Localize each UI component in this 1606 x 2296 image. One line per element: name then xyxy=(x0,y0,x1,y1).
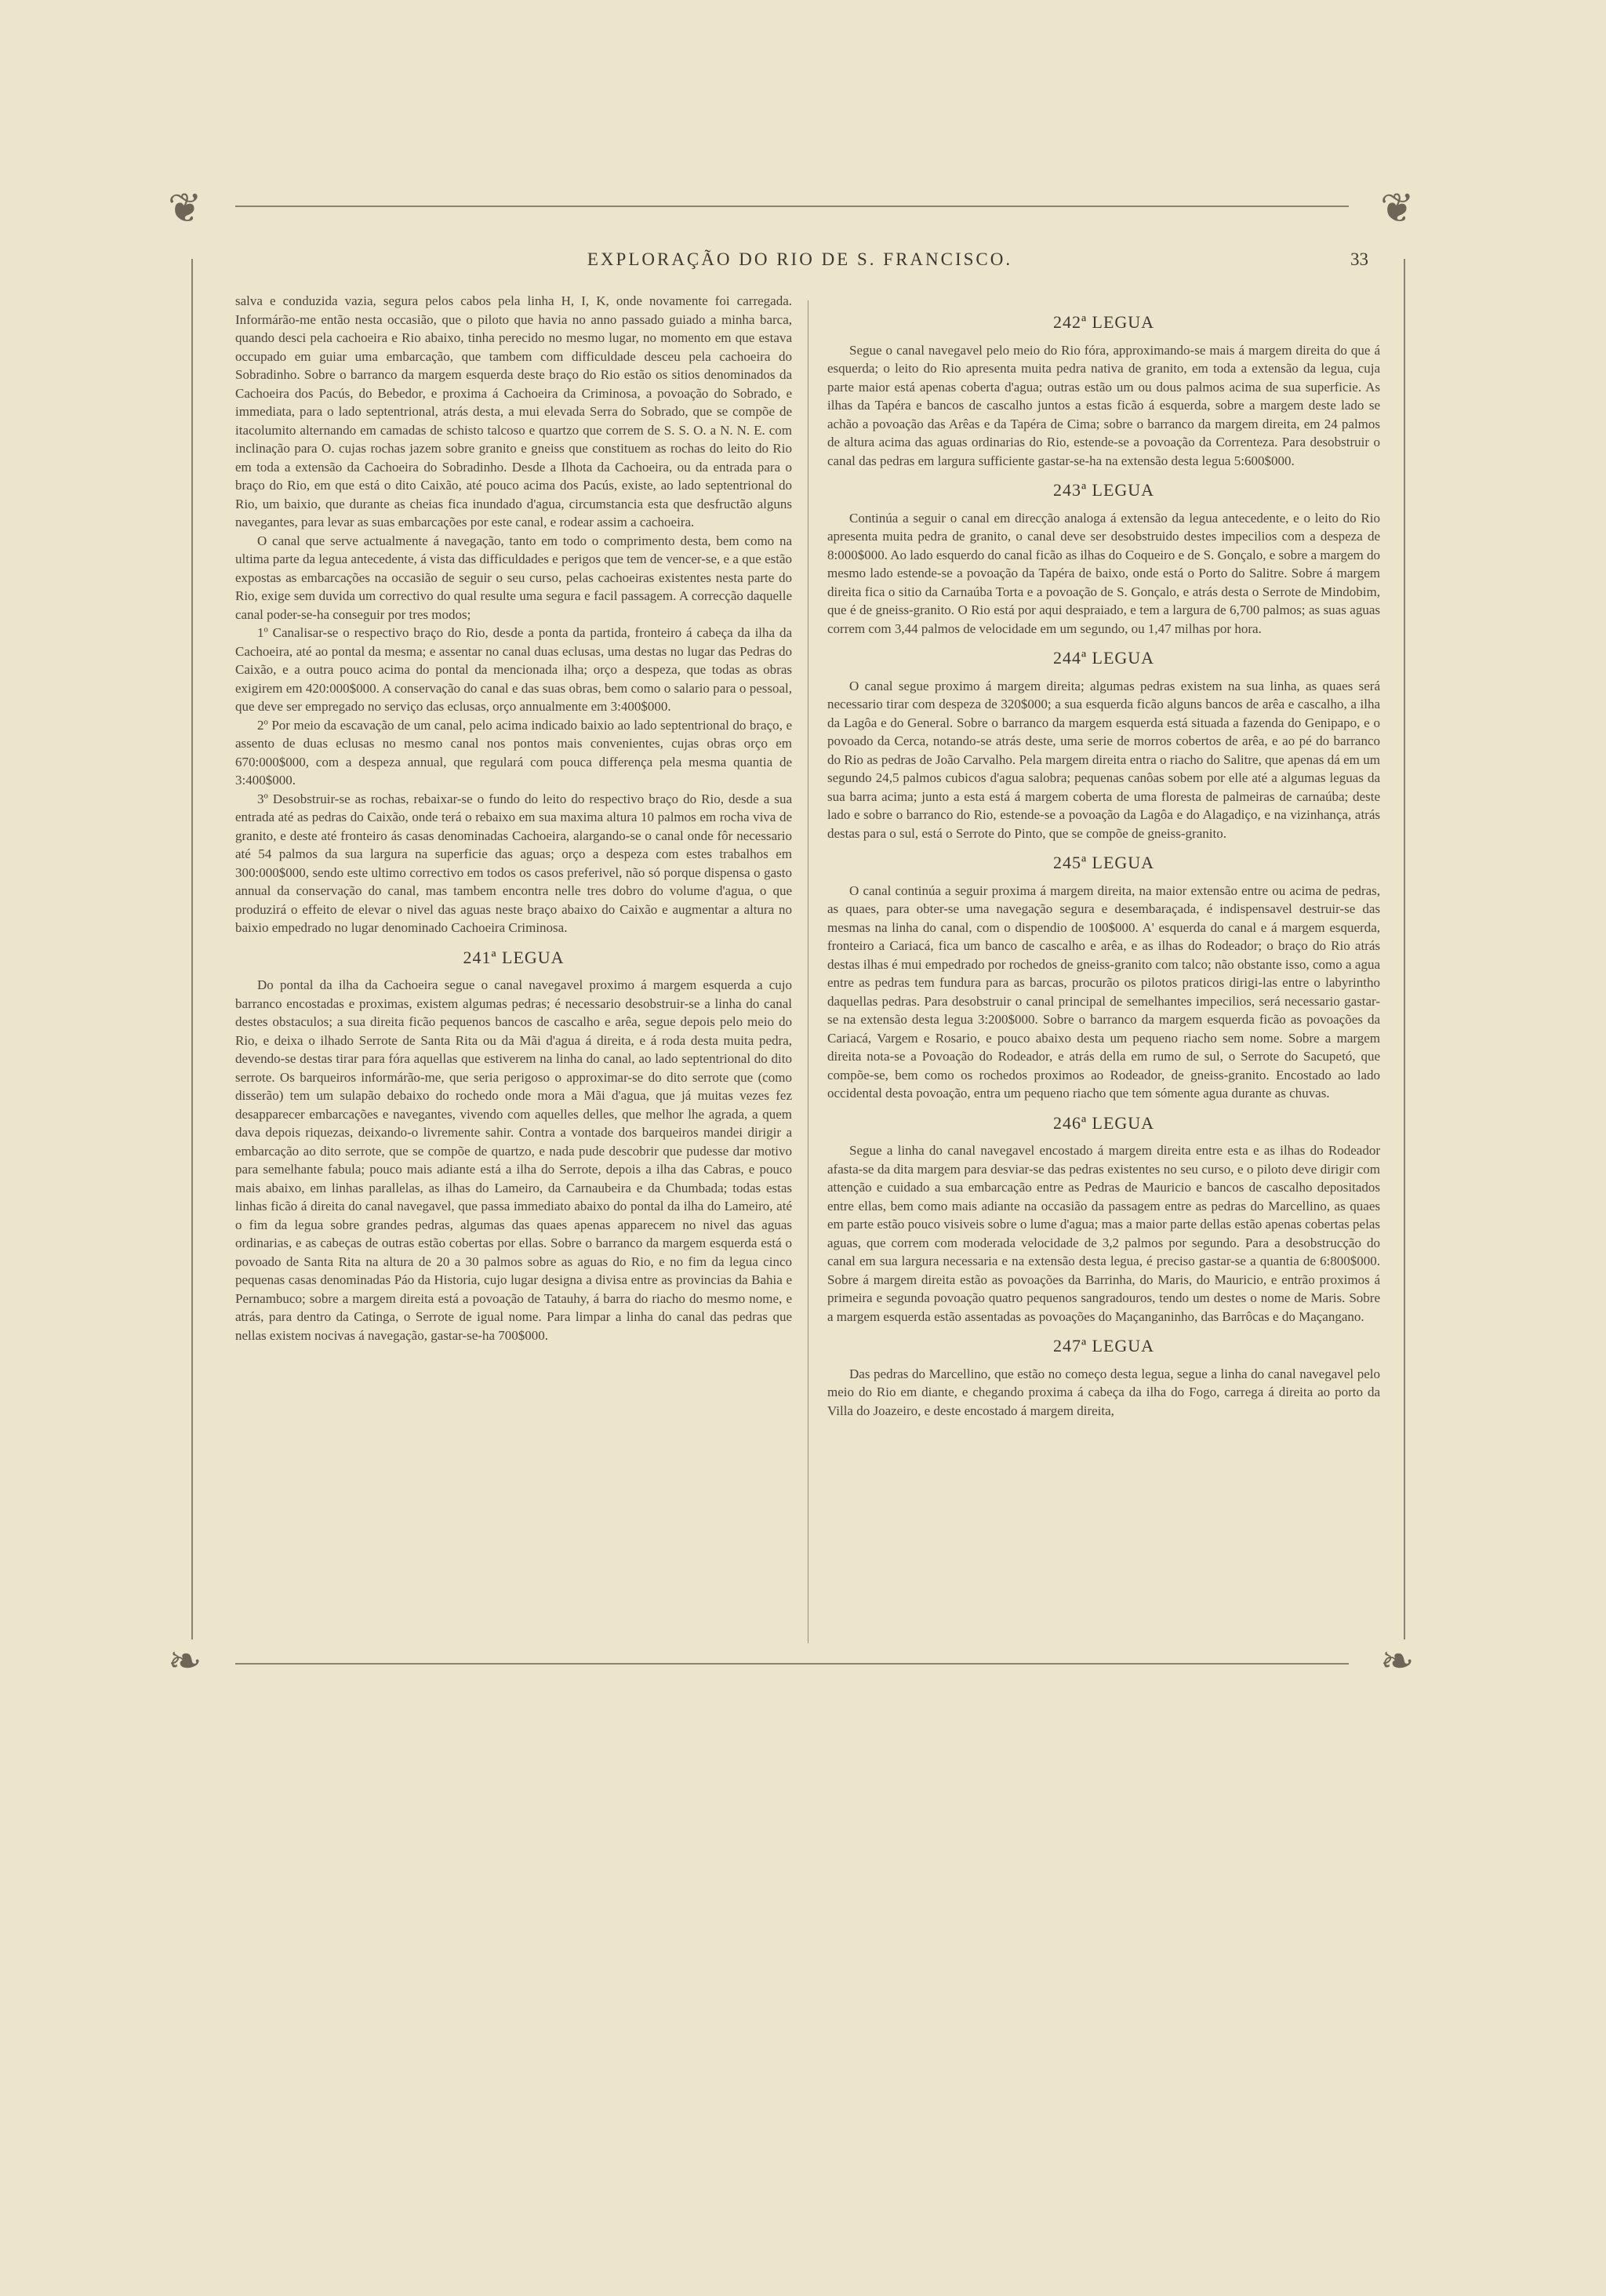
left-border-rule xyxy=(191,259,193,1639)
left-paragraph-6: Do pontal da ilha da Cachoeira segue o canal navegavel proximo á margem esquerda a cujo barranco encostadas e proximas, existem algumas pedras; é necessario desobstruir-se a linha do canal destes obstaculos; a sua direita ficão pequenos bancos de cascalho e arêa, segue depois pelo meio do Rio, e deixa o ilhado Serrote de Santa Rita ou da Mãi d'agua á direita, e á roda desta muita pedra, devendo-se destas tirar para fóra aquellas que estiverem na linha do canal, ao lado septentrional do dito serrote. Os barqueiros informárão-me, que seria perigoso o approximar-se do dito serrote que (como disserão) tem um sulapão debaixo do rochedo onde mora a Mãi d'agua, que já muitas vezes fez desapparecer embarcações e navegantes, vivendo com aquelles delles, que melhor lhe agrada, a quem dava depois riquezas, deixando-o livremente sahir. Contra a vontade dos barqueiros mandei dirigir a embarcação ao dito serrote, que se compõe de quartzo, e nada pude descobrir que pudesse dar motivo para semelhante fabula; pouco mais adiante está a ilha do Serrote, depois a ilha das Cabras, e pouco mais abaixo, em linhas parallelas, as ilhas do Lameiro, da Carnaubeira e da Chumbada; todas estas linhas ficão á direita do canal navegavel, que passa immediato abaixo do pontal da ilha do Lameiro, até o fim da legua sobre grandes pedras, algumas das quaes apenas apparecem no nivel das aguas ordinarias, e as cabeças de outras estão cobertas por ellas. Sobre o barranco da margem esquerda está o povoado de Santa Rita na altura de 20 a 30 palmos sobre as aguas do Rio, e no fim da legua cinco pequenas casas denominadas Páo da Historia, cujo lugar designa a divisa entre as provincias da Bahia e Pernambuco; sobre a margem direita está a povoação de Tatauhy, á barra do riacho do mesmo nome, e atrás, para dentro da Catinga, o Serrote de igual nome. Para limpar a linha do canal das pedras que nellas existem nocivas á navegação, gastar-se-ha 700$000. xyxy=(235,977,792,1343)
top-border-rule xyxy=(235,206,1349,207)
left-paragraph-5: 3º Desobstruir-se as rochas, rebaixar-se o fundo do leito do respectivo braço do Rio, desde a sua entrada até as pedras do Caixão, onde terá o rebaixo em sua maxima altura 10 palmos em rocha viva de granito, e deste até fronteiro ás casas denominadas Cachoeira, alargando-se o canal onde fôr necessario até 54 palmos da sua largura na superficie das aguas; orço a despeza com estes trabalhos em 300:000$000, sendo este ultimo correctivo em todos os casos preferivel, não só porque dispensa o gasto annual da conservação do canal, mas tambem encontra nelle tres dobro do volume d'agua, o que produzirá o effeito de elevar o nivel das aguas neste braço abaixo do Caixão e augmentar a altura no baixio empedrado no lugar denominado Cachoeira Criminosa. xyxy=(235,791,792,935)
bottom-left-ornament-icon: ❧ xyxy=(168,1638,202,1685)
left-column xyxy=(235,292,792,1665)
right-paragraph-3: O canal segue proximo á margem direita; algumas pedras existem na sua linha, as quaes será necessario tirar com despeza de 320$000; a sua esquerda ficão alguns bancos de arêa e cascalho, a ilha da Lagôa e do General. Sobre o barranco da margem esquerda está situada a fazenda do Genipapo, e o povoado da Cerca, notando-se atrás deste, uma serie de morros cobertos de arêa, e ao pé do barranco do Rio as pedras de João Carvalho. Pela margem direita entra o riacho do Salitre, que apenas dá em um segundo 24,5 palmos cubicos d'agua salobra; pequenas canôas sobem por elle até a algumas leguas da sua barra acima; junto a esta está á margem coberta de uma floresta de palmeiras de carnaúba; deste lado e sobre o barranco do Rio, estende-se a povoação da Lagôa e do Alagadiço, e na vizinhança, atrás destas para o sul, está o Serrote do Pinto, que se compõe de gneiss-granito. xyxy=(827,678,1380,841)
heading-241-legua: 241ª LEGUA xyxy=(463,947,565,967)
left-paragraph-4: 2º Por meio da escavação de um canal, pelo acima indicado baixio ao lado septentrional do braço, e assento de duas eclusas no mesmo canal nos pontos mais convenientes, cujas obras orço em 670:000$000, com a despeza annual, que regulará com pouca differença pela mesma quantia de 3:400$000. xyxy=(235,717,792,788)
heading-247-legua: 247ª LEGUA xyxy=(1052,1336,1155,1355)
running-title: EXPLORAÇÃO DO RIO DE S. FRANCISCO. xyxy=(587,249,1013,269)
right-paragraph-5: Segue a linha do canal navegavel encostado á margem direita entre esta e as ilhas do Rodeador afasta-se da dita margem para desviar-se das pedras existentes no seu curso, e o piloto deve dirigir com attenção e cuidado a sua embarcação entre as Pedras de Mauricio e bancos de cascalho depositados entre ellas, bem como mais adiante na occasião da passagem entre as pedras do Marcellino, as quaes em parte estão pouco visiveis sobre o lume d'agua; mas a maior parte dellas estão apenas cobertas pelas aguas, que correm com moderada velocidade de 3,2 palmos por segundo. Para a desobstrucção do canal em sua largura necessaria e na extensão desta legua, é preciso gastar-se a quantia de 6:800$000. Sobre á margem direita estão as povoações da Barrinha, do Maris, do Mauricio, e entrão proximos á primeira e segunda povoação quatro pequenos sangradouros, tendo um destes o nome de Maris. Sobre a margem esquerda estão assentadas as povoações do Maçanganinho, das Barrôcas e do Maçangano. xyxy=(827,1143,1380,1324)
heading-242-legua: 242ª LEGUA xyxy=(1052,312,1155,332)
heading-246-legua: 246ª LEGUA xyxy=(1052,1112,1155,1133)
top-right-ornament-icon: ❦ xyxy=(1380,185,1415,232)
top-left-ornament-icon: ❦ xyxy=(168,185,202,232)
right-border-rule xyxy=(1404,259,1405,1639)
bottom-right-ornament-icon: ❧ xyxy=(1380,1638,1415,1685)
left-paragraph-2: O canal que serve actualmente á navegação, tanto em todo o comprimento desta, bem como na ultima parte da legua antecedente, á vista das difficuldades e perigos que tem de vencer-se, e a que estão expostas as embarcações na occasião de seguir o seu curso, pelas cachoeiras existentes nesta parte do Rio, exige sem duvida um correctivo do qual resulte uma segura e facil passagem. A correcção daquelle canal poder-se-ha conseguir por tres modos; xyxy=(235,533,792,622)
heading-245-legua: 245ª LEGUA xyxy=(1052,853,1155,872)
left-paragraph-1: salva e conduzida vazia, segura pelos cabos pela linha H, I, K, onde novamente foi carregada. Informárão-me então nesta occasião, que o piloto que havia no anno passado guiado a minha barca, quando desci pela cachoeira e Rio abaixo, tinha perecido no mesmo lugar, no momento em que estava occupado em guiar uma embarcação, que tambem com difficuldade desceu pela cachoeira do Sobradinho. Sobre o barranco da margem esquerda deste braço do Rio estão os sitios denominados da Cachoeira dos Pacús, do Bebedor, e proxima á Cachoeira da Criminosa, a povoação do Sobrado, e immediata, para o lado septentrional, atrás desta, a mui elevada Serra do Sobrado, que se compõe de itacolumito alternando em camadas de schisto talcoso e quartzo que correm de S. S. O. a N. N. E. com inclinação para O. cujas rochas jazem sobre granito e gneiss que constituem as rochas do leito do Rio em toda a extensão da Cachoeira do Sobradinho. Desde a Ilhota da Cachoeira, ou da entrada para o braço do Rio, em que está o dito Caixão, até pouco acima dos Pacús, existe, ao lado septentrional do Rio, um baixio, que durante as cheias fica inundado d'agua, circumstancia esta que desfructão alguns navegantes, para levar as suas embarcações por este canal, e rodear assim a cachoeira. xyxy=(235,293,792,529)
right-column xyxy=(827,302,1380,1667)
right-paragraph-1: Segue o canal navegavel pelo meio do Rio fóra, approximando-se mais á margem direita do que á esquerda; o leito do Rio apresenta muita pedra nativa de granito, em toda a extensão da legua, cuja parte maior está apenas coberta d'agua; outras estão um ou dous palmos acima de sua superficie. As ilhas da Tapéra e bancos de cascalho juntos a estas ficão á esquerda, sobre a margem deste lado se achão a povoação das Arêas e da Tapéra de Cima; sobre o barranco da margem direita, em 24 palmos de altura acima das aguas ordinarias do Rio, estende-se a povoação da Correnteza. Para desobstruir o canal das pedras em largura sufficiente gastar-se-ha na extensão desta legua 5:600$000. xyxy=(827,342,1380,468)
right-paragraph-4: O canal continúa a seguir proxima á margem direita, na maior extensão entre ou acima de pedras, as quaes, para obter-se uma navegação segura e desembaraçada, é indispensavel destruir-se das mesmas na linha do canal, com o dispendio de 100$000. A' esquerda do canal e á margem esquerda, fronteiro a Cariacá, fica um banco de cascalho e arêa, e as ilhas do Rodeador; o braço do Rio atrás destas ilhas é mui empedrado por rochedos de gneiss-granito com talco; não obstante isso, como a agua entre as pedras tem fundura para as barcas, procurão os pilotos praticos dirigi-las entre o labyrintho daquellas pedras. Para desobstruir o canal principal de semelhantes impecilios, será necessario gastar-se na extensão desta legua 3:200$000. Sobre o barranco da margem esquerda ficão as povoações da Cariacá, Vargem e Rosario, e pouco abaixo desta um pequeno riacho sem nome. Sobre a margem direita nota-se a Povoação do Rodeador, e atrás della em rumo de sul, o Serrote do Sacupetó, que compõe-se, bem como os rochedos proximos ao Rodeador, de gneiss-granito. Encostado ao lado occidental desta povoação, entra um pequeno riacho que tem sómente agua durante as chuvas. xyxy=(827,882,1380,1101)
heading-244-legua: 244ª LEGUA xyxy=(1052,648,1155,668)
right-paragraph-6: Das pedras do Marcellino, que estão no começo desta legua, segue a linha do canal navegavel pelo meio do Rio em diante, e chegando proxima á cabeça da ilha do Fogo, carrega á direita ao porto da Villa do Joazeiro, e deste encostado á margem direita, xyxy=(827,1366,1380,1418)
page-number: 33 xyxy=(1350,249,1368,269)
heading-243-legua: 243ª LEGUA xyxy=(1052,480,1155,500)
right-paragraph-2: Continúa a seguir o canal em direcção analoga á extensão da legua antecedente, e o leito do Rio apresenta muita pedra de granito, o canal deve ser desobstruido destes impecilios com a despeza de 8:000$000. Ao lado esquerdo do canal ficão as ilhas do Coqueiro e de S. Gonçalo, e sobre a margem do mesmo lado estende-se a povoação da Tapéra de baixo, onde está o Porto do Salitre. Sobre á margem direita fica o sitio da Carnaúba Torta e a povoação de S. Gonçalo, e atrás desta o Serrote de Mindobim, que é de gneiss-granito. O Rio está por aqui despraiado, e tem a largura de 6,700 palmos; as suas aguas correm com 3,44 palmos de velocidade em um segundo, ou 1,47 milhas por hora. xyxy=(827,510,1380,636)
left-paragraph-3: 1º Canalisar-se o respectivo braço do Rio, desde a ponta da partida, fronteiro á cabeça da ilha da Cachoeira, até ao pontal da mesma; e assentar no canal duas eclusas, uma destas no lugar das Pedras do Caixão, e a outra pouco acima do pontal da mencionada ilha; orço a despeza, que todas as obras exigirem em 420:000$000. A conservação do canal e das suas obras, bem como o salario para o pessoal, que deve ser empregado no serviço das eclusas, orço annualmente em 3:400$000. xyxy=(235,625,792,714)
